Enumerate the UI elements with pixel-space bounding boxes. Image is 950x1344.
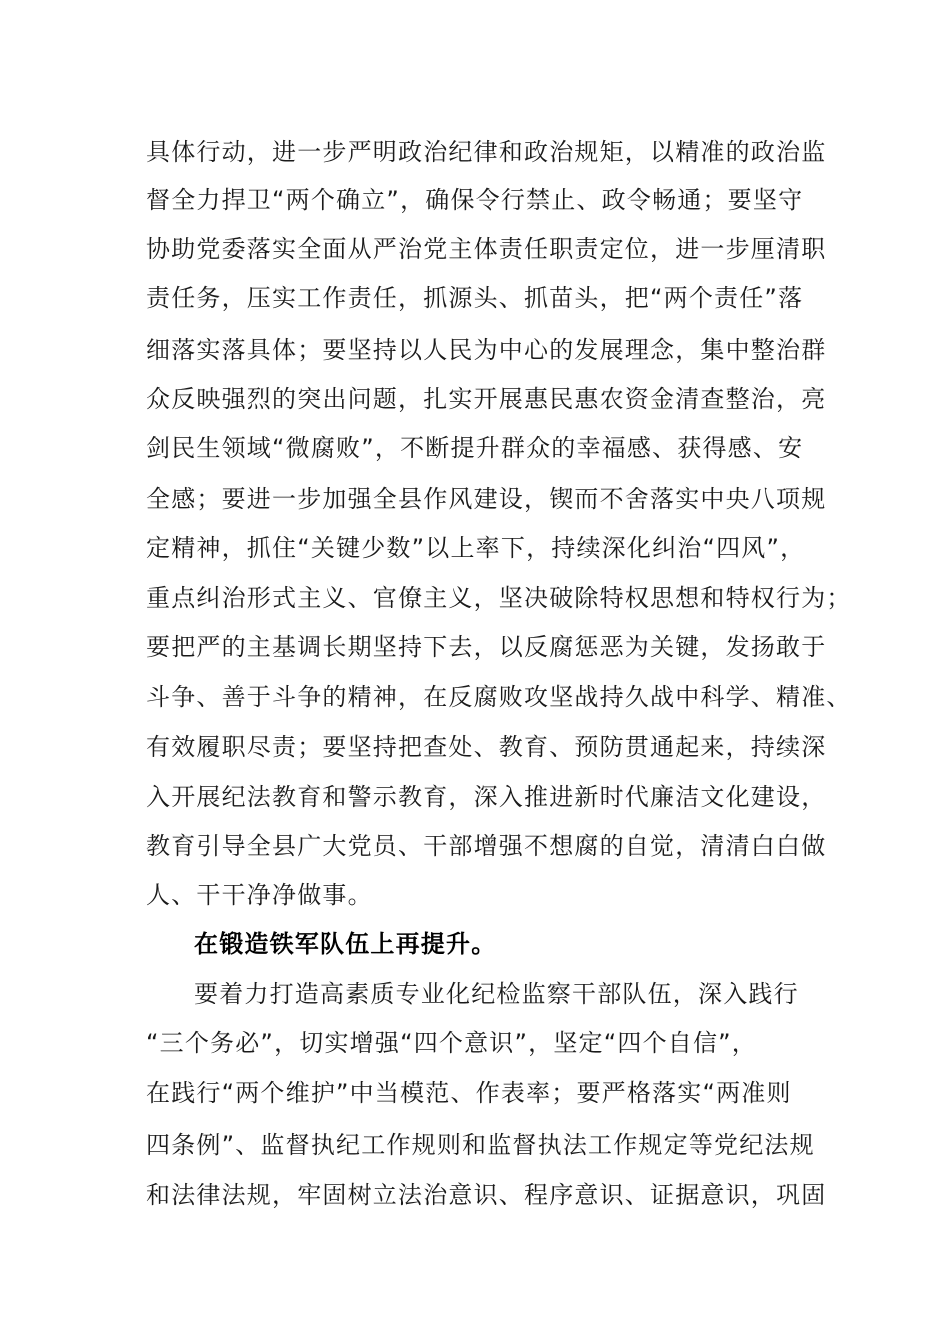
paragraph-line: 人、干干净净做事。 xyxy=(146,881,373,909)
paragraph-line: 细落实落具体；要坚持以人民为中心的发展理念，集中整治群 xyxy=(146,336,827,364)
paragraph-line: 全感；要进一步加强全县作风建设，锲而不舍落实中央八项规 xyxy=(146,485,827,513)
paragraph-line: “三个务必”，切实增强“四个意识”，坚定“四个自信”， xyxy=(146,1029,757,1057)
paragraph-line: 在践行“两个维护”中当模范、作表率；要严格落实“两准则 xyxy=(146,1079,792,1107)
paragraph-line: 定精神，抓住“关键少数”以上率下，持续深化纠治“四风”， xyxy=(146,534,806,562)
section-heading: 在锻造铁军队伍上再提升。 xyxy=(194,930,497,958)
paragraph-line: 督全力捍卫“两个确立”，确保令行禁止、政令畅通；要坚守 xyxy=(146,186,804,214)
paragraph-line: 责任务，压实工作责任，抓源头、抓苗头，把“两个责任”落 xyxy=(146,284,804,312)
paragraph-line: 具体行动，进一步严明政治纪律和政治规矩，以精准的政治监 xyxy=(146,138,827,166)
paragraph-line: 入开展纪法教育和警示教育，深入推进新时代廉洁文化建设， xyxy=(146,783,827,811)
paragraph-line: 四条例”、监督执纪工作规则和监督执法工作规定等党纪法规 xyxy=(146,1131,815,1159)
paragraph-line: 有效履职尽责；要坚持把查处、教育、预防贯通起来，持续深 xyxy=(146,733,827,761)
paragraph-line: 要把严的主基调长期坚持下去，以反腐惩恶为关键，发扬敢于 xyxy=(146,633,827,661)
paragraph-line: 重点纠治形式主义、官僚主义，坚决破除特权思想和特权行为； xyxy=(146,584,852,612)
paragraph-line: 要着力打造高素质专业化纪检监察干部队伍，深入践行 xyxy=(194,980,799,1008)
paragraph-line: 和法律法规，牢固树立法治意识、程序意识、证据意识，巩固 xyxy=(146,1181,827,1209)
paragraph-line: 众反映强烈的突出问题，扎实开展惠民惠农资金清查整治，亮 xyxy=(146,385,827,413)
paragraph-line: 斗争、善于斗争的精神，在反腐败攻坚战持久战中科学、精准、 xyxy=(146,683,852,711)
paragraph-line: 教育引导全县广大党员、干部增强不想腐的自觉，清清白白做 xyxy=(146,832,827,860)
paragraph-line: 剑民生领域“微腐败”，不断提升群众的幸福感、获得感、安 xyxy=(146,434,804,462)
paragraph-line: 协助党委落实全面从严治党主体责任职责定位，进一步厘清职 xyxy=(146,235,827,263)
